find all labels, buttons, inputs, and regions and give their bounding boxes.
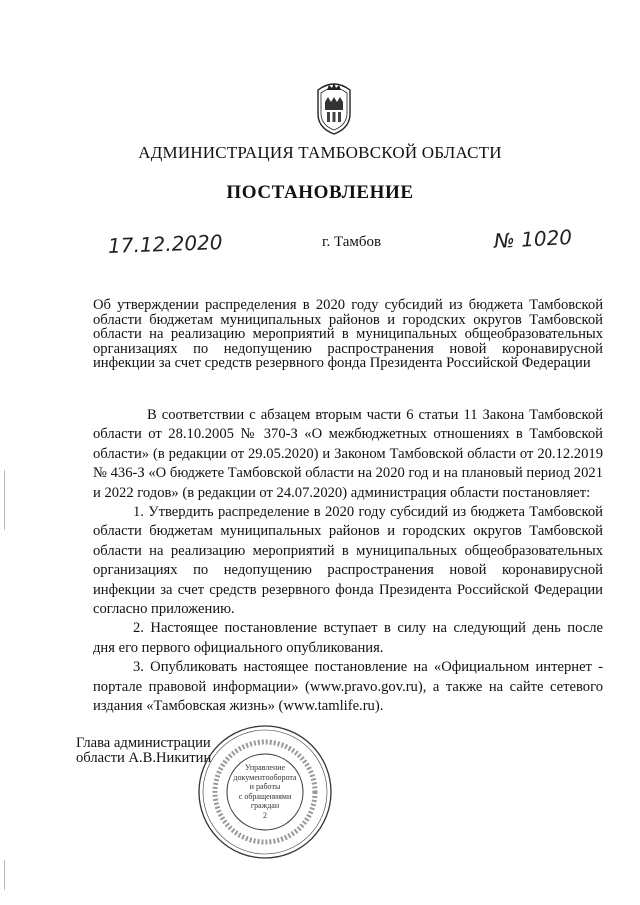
signature-name: области А.В.Никитин: [76, 749, 212, 766]
signature-position: Глава администрации: [76, 735, 211, 751]
coat-of-arms-icon: [312, 78, 356, 136]
document-city: г. Тамбов: [322, 234, 382, 250]
stamp-line: Управление: [244, 763, 286, 772]
document-body: [93, 406, 603, 717]
preamble-paragraph: В соответствии с абзацем вторым части 6 статьи 11 Закона Тамбовской области от 28.10.2005 № 370-З «О межбюджетных отношениях в Тамбовской области» (в редакции от 29.05.2020) и Законом Тамбовской области от 20.12.2019 № 436-З «О бюджете Тамбовской области на 2020 год и на плановый период 2021 и 2022 годов» (в редакции от 24.07.2020) администрация области постановляет:: [93, 407, 603, 501]
stamp-line: 2: [263, 810, 267, 820]
document-type: ПОСТАНОВЛЕНИЕ: [226, 182, 414, 203]
scan-margin-mark: [4, 860, 5, 890]
document-date: 17.12.2020: [107, 230, 223, 258]
stamp-text: [233, 763, 297, 820]
organization-name: АДМИНИСТРАЦИЯ ТАМБОВСКОЙ ОБЛАСТИ: [138, 143, 502, 162]
item-paragraph-2: 2. Настоящее постановление вступает в силу на следующий день после дня его первого официального опубликования.: [93, 620, 603, 656]
stamp-line: с обращениями: [238, 791, 292, 801]
item-paragraph-3: 3. Опубликовать настоящее постановление на «Официальном интернет - портале правовой информации» (www.pravo.gov.ru), а также на сайте сетевого издания «Тамбовская жизнь» (www.tamlife.ru).: [93, 659, 603, 715]
stamp-line: граждан: [250, 801, 280, 810]
stamp-line: и работы: [249, 782, 281, 791]
document-number: № 1020: [493, 224, 573, 254]
scan-margin-mark: [4, 470, 5, 530]
signature-block: [76, 736, 211, 765]
item-paragraph-1: 1. Утвердить распределение в 2020 году субсидий из бюджета Тамбовской области бюджетам муниципальных районов и городских округов Тамбовской области на реализацию мероприятий в муниципальных общеобразовательных организациях по недопущению распространения новой коронавирусной инфекции за счет средств резервного фонда Президента Российской Федерации согласно приложению.: [93, 504, 603, 618]
stamp-line: документооборота: [233, 772, 297, 782]
document-title: Об утверждении распределения в 2020 году субсидий из бюджета Тамбовской области бюджетам муниципальных районов и городских округов Тамбовской области на реализацию мероприятий в муниципальных общеобразовательных организациях по недопущению распространения новой коронавирусной инфекции за счет средств резервного фонда Президента Российской Федерации: [93, 297, 603, 372]
